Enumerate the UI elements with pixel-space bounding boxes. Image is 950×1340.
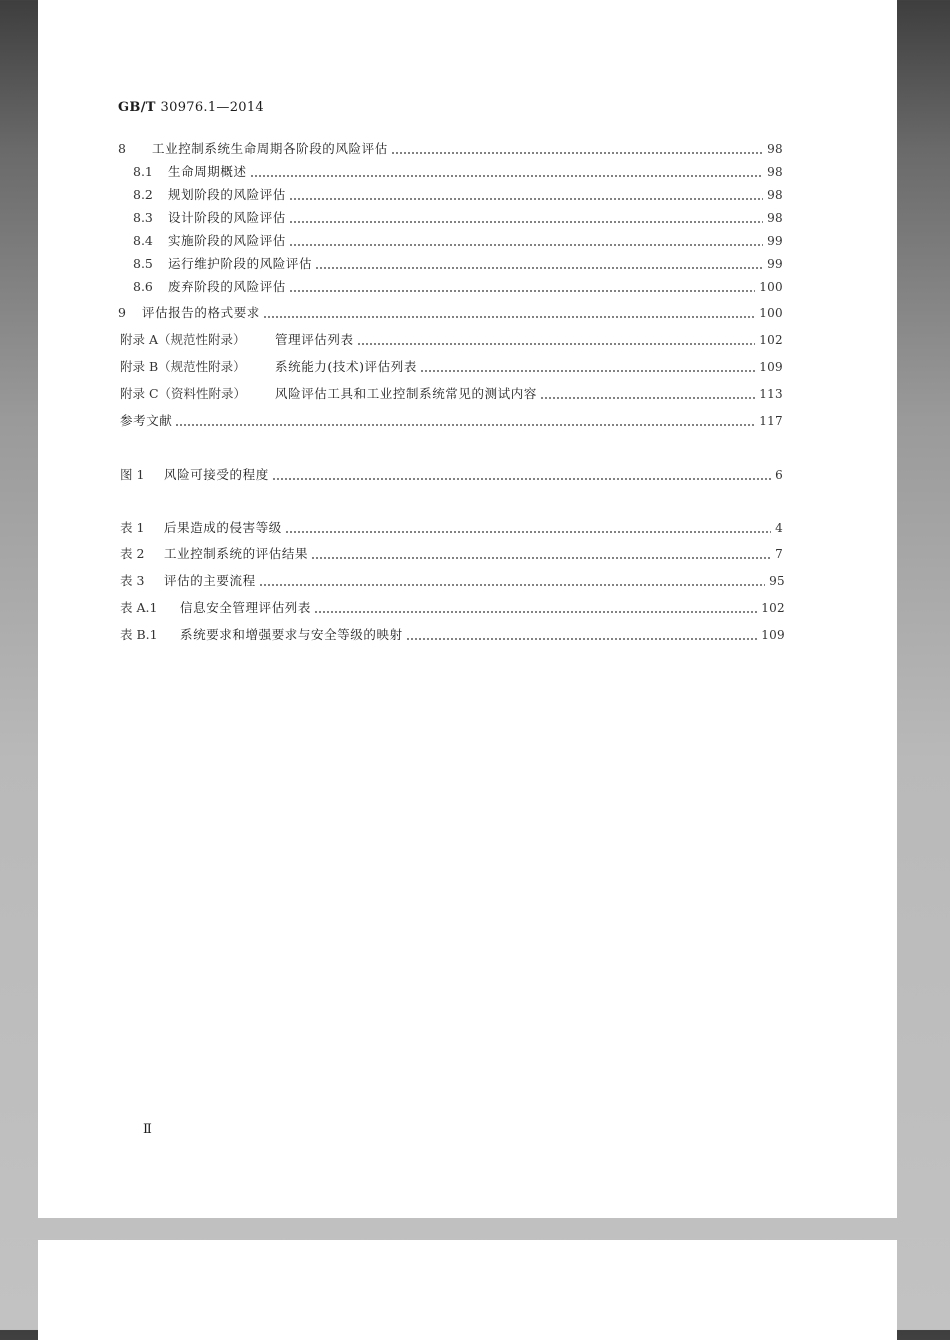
toc-entry [133, 231, 783, 249]
table-entry-number: 表 1 [120, 520, 145, 535]
table-entry [120, 571, 785, 589]
figure-entry [120, 465, 783, 483]
toc-entry [133, 254, 783, 272]
toc-entry-number: 附录 C（资料性附录） [120, 386, 247, 401]
standard-number: 30976.1—2014 [160, 100, 264, 115]
toc-entry [120, 384, 783, 402]
standard-header [118, 100, 264, 115]
toc-entry [133, 277, 783, 295]
toc-entry-title: 工业控制系统生命周期各阶段的风险评估 [152, 141, 388, 156]
leader-dots [391, 152, 763, 154]
leader-dots [289, 244, 763, 246]
toc-entry [118, 303, 783, 321]
table-entry-page: 4 [775, 521, 783, 535]
leader-dots [263, 316, 755, 318]
toc-entry-title: 生命周期概述 [168, 164, 247, 179]
toc-entry-title: 系统能力(技术)评估列表 [275, 359, 417, 374]
toc-entry-title: 设计阶段的风险评估 [168, 210, 286, 225]
next-document-page [38, 1240, 897, 1340]
toc-entry-page: 100 [759, 280, 783, 294]
table-entry-number: 表 3 [120, 573, 145, 588]
table-entry-title: 工业控制系统的评估结果 [164, 546, 309, 561]
toc-entry-page: 113 [759, 387, 783, 401]
toc-entry-page: 109 [759, 360, 783, 374]
leader-dots [285, 531, 771, 533]
toc-entry-title: 风险评估工具和工业控制系统常见的测试内容 [275, 386, 538, 401]
figure-entry-title: 风险可接受的程度 [164, 467, 269, 482]
toc-entry-title: 评估报告的格式要求 [142, 305, 260, 320]
toc-entry-title: 运行维护阶段的风险评估 [168, 256, 313, 271]
table-entry-page: 102 [761, 601, 785, 615]
toc-entry-page: 100 [759, 306, 783, 320]
toc-entry-title: 废弃阶段的风险评估 [168, 279, 286, 294]
toc-entry-number: 8 [118, 141, 126, 156]
toc-entry [120, 357, 783, 375]
leader-dots [259, 584, 765, 586]
table-entry [120, 544, 783, 562]
leader-dots [406, 638, 757, 640]
toc-entry-page: 98 [767, 188, 783, 202]
table-entry [120, 518, 783, 536]
leader-dots [315, 267, 763, 269]
toc-entry-page: 98 [767, 142, 783, 156]
table-entry-title: 系统要求和增强要求与安全等级的映射 [180, 627, 403, 642]
table-entry-title: 后果造成的侵害等级 [164, 520, 282, 535]
leader-dots [289, 198, 763, 200]
toc-entry-number: 8.5 [133, 256, 153, 271]
table-entry-page: 7 [775, 547, 783, 561]
table-entry-title: 信息安全管理评估列表 [180, 600, 312, 615]
leader-dots [311, 557, 771, 559]
toc-entry-title: 参考文献 [120, 413, 173, 428]
leader-dots [250, 175, 764, 177]
leader-dots [420, 370, 755, 372]
toc-entry [120, 330, 783, 348]
toc-entry-number: 8.4 [133, 233, 153, 248]
toc-entry [120, 411, 783, 429]
toc-entry-number: 8.6 [133, 279, 153, 294]
leader-dots [289, 290, 755, 292]
toc-entry [118, 139, 783, 157]
table-entry-number: 表 2 [120, 546, 145, 561]
toc-entry-page: 99 [767, 257, 783, 271]
toc-entry-page: 98 [767, 165, 783, 179]
table-entry [120, 625, 785, 643]
toc-entry-number: 8.3 [133, 210, 153, 225]
leader-dots [175, 424, 755, 426]
table-entry-page: 95 [769, 574, 785, 588]
toc-entry-number: 8.2 [133, 187, 153, 202]
table-entry [120, 598, 785, 616]
toc-entry-page: 102 [759, 333, 783, 347]
leader-dots [540, 397, 755, 399]
toc-entry-number: 9 [118, 305, 126, 320]
toc-entry [133, 208, 783, 226]
toc-entry-page: 99 [767, 234, 783, 248]
figure-entry-page: 6 [775, 468, 783, 482]
leader-dots [314, 611, 757, 613]
leader-dots [289, 221, 763, 223]
table-entry-number: 表 B.1 [120, 627, 158, 642]
toc-entry-page: 117 [759, 414, 783, 428]
leader-dots [272, 478, 771, 480]
toc-entry-title: 管理评估列表 [275, 332, 354, 347]
toc-entry-title: 规划阶段的风险评估 [168, 187, 286, 202]
toc-entry-title: 实施阶段的风险评估 [168, 233, 286, 248]
figure-entry-number: 图 1 [120, 467, 145, 482]
toc-entry-number: 8.1 [133, 164, 153, 179]
table-entry-title: 评估的主要流程 [164, 573, 256, 588]
standard-code: GB/T [118, 100, 156, 115]
toc-entry [133, 185, 783, 203]
table-entry-number: 表 A.1 [120, 600, 158, 615]
toc-entry-number: 附录 B（规范性附录） [120, 359, 246, 374]
table-entry-page: 109 [761, 628, 785, 642]
leader-dots [357, 343, 756, 345]
page-number: Ⅱ [143, 1122, 153, 1137]
toc-entry-number: 附录 A（规范性附录） [120, 332, 246, 347]
toc-entry [133, 162, 783, 180]
toc-entry-page: 98 [767, 211, 783, 225]
